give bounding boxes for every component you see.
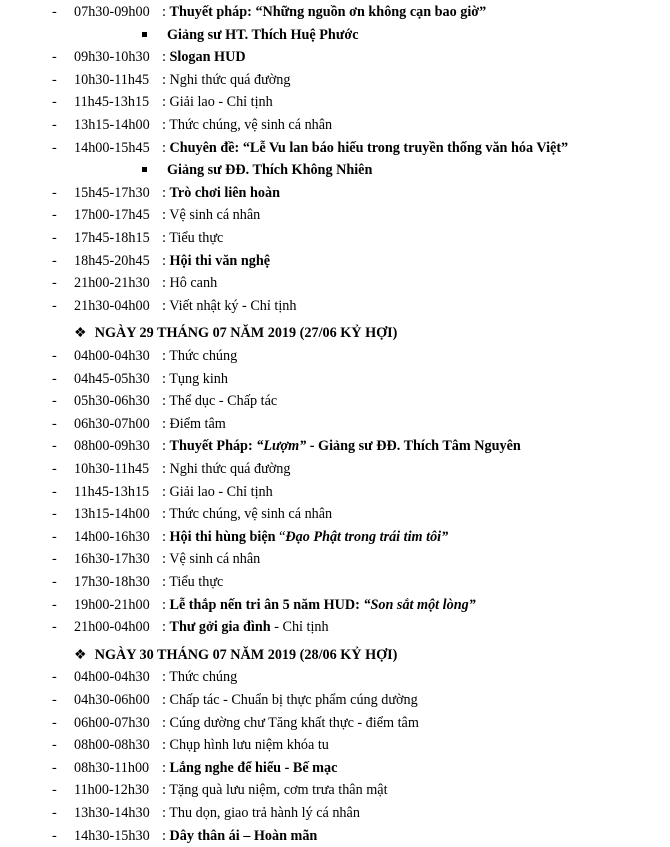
activity-text: [162, 391, 277, 411]
activity-fragment: Thư gởi gia đình: [169, 619, 271, 636]
activity-fragment: Slogan HUD: [169, 49, 246, 66]
activity-fragment: Lễ thắp nến tri ân 5 năm HUD:: [169, 596, 364, 613]
activity-text: [162, 780, 388, 800]
dash-bullet: -: [52, 370, 57, 387]
time-range: 13h30-14h30: [74, 805, 150, 821]
time-range: 05h30-06h30: [74, 393, 150, 410]
dash-bullet: -: [52, 596, 57, 613]
activity-fragment: : Thức chúng, vệ sinh cá nhân: [162, 506, 333, 523]
activity-text: [162, 595, 476, 615]
speaker-entry: [142, 160, 372, 180]
activity-fragment: : Tụng kinh: [162, 370, 228, 387]
activity-fragment: Dây thân ái – Hoàn mãn: [169, 827, 318, 844]
activity-fragment: Lắng nghe để hiểu - Bế mạc: [169, 759, 338, 776]
activity-text: [162, 183, 280, 203]
day-header: [74, 645, 397, 665]
activity-text: [162, 803, 360, 823]
activity-text: [162, 572, 223, 592]
activity-fragment: : Tiểu thực: [162, 574, 224, 590]
activity-text: [162, 617, 329, 637]
dash-bullet: -: [52, 230, 57, 246]
activity-fragment: : Tiểu thực: [162, 230, 224, 246]
dash-bullet: -: [52, 393, 57, 410]
activity-fragment: : Thu dọn, giao trả hành lý cá nhân: [162, 805, 360, 821]
time-range: 14h00-16h30: [74, 528, 150, 545]
activity-text: [162, 414, 226, 434]
time-range: 19h00-21h00: [74, 596, 150, 613]
dash-bullet: -: [52, 528, 57, 545]
dash-bullet: -: [52, 619, 57, 636]
dash-bullet: -: [52, 692, 57, 708]
time-range: 15h45-17h30: [74, 184, 150, 201]
dash-bullet: -: [52, 94, 57, 111]
dash-bullet: -: [52, 827, 57, 844]
dash-bullet: -: [52, 759, 57, 776]
dash-bullet: -: [52, 275, 57, 292]
time-range: 10h30-11h45: [74, 461, 150, 477]
activity-fragment: : Thức chúng: [162, 669, 238, 686]
activity-text: [162, 758, 337, 778]
time-range: 04h45-05h30: [74, 370, 150, 387]
dash-bullet: -: [52, 483, 57, 500]
activity-fragment: Hội thi văn nghệ: [169, 252, 271, 269]
dash-bullet: -: [52, 71, 57, 88]
dash-bullet: -: [52, 461, 57, 477]
dash-bullet: -: [52, 252, 57, 269]
time-range: 04h30-06h00: [74, 692, 150, 708]
activity-fragment: :: [162, 528, 170, 545]
dash-bullet: -: [52, 782, 57, 799]
activity-fragment: :: [162, 827, 170, 844]
time-range: 17h00-17h45: [74, 207, 150, 224]
activity-fragment: :: [162, 4, 170, 20]
activity-text: [162, 690, 418, 710]
activity-fragment: : Thức chúng: [162, 348, 238, 364]
time-range: 04h00-04h30: [74, 669, 150, 686]
activity-fragment: :: [162, 619, 170, 636]
activity-fragment: : Hô canh: [162, 275, 218, 292]
activity-text: [162, 92, 273, 112]
time-range: 08h30-11h00: [74, 759, 150, 776]
time-range: 17h45-18h15: [74, 230, 150, 246]
dash-bullet: -: [52, 506, 57, 523]
time-range: 08h00-09h30: [74, 438, 150, 455]
time-range: 07h30-09h00: [74, 4, 150, 20]
activity-text: [162, 549, 260, 569]
time-range: 14h30-15h30: [74, 827, 150, 844]
time-range: 11h00-12h30: [74, 782, 150, 799]
activity-fragment: :: [162, 49, 170, 66]
dash-bullet: -: [52, 438, 57, 455]
time-range: 17h30-18h30: [74, 574, 150, 590]
activity-fragment: : Giải lao - Chỉ tịnh: [162, 94, 273, 111]
dash-bullet: -: [52, 415, 57, 432]
dash-bullet: -: [52, 49, 57, 66]
activity-text: [162, 436, 521, 456]
square-bullet-icon: [142, 167, 147, 172]
day-header: [74, 323, 397, 343]
activity-fragment: :: [162, 438, 170, 455]
dash-bullet: -: [52, 737, 57, 754]
activity-text: [162, 504, 332, 524]
activity-fragment: : Tặng quà lưu niệm, cơm trưa thân mật: [162, 782, 388, 799]
time-range: 08h00-08h30: [74, 737, 150, 754]
activity-fragment: Đạo Phật trong trái tim tôi”: [285, 528, 449, 545]
time-range: 13h15-14h00: [74, 506, 150, 523]
activity-fragment: : Nghi thức quá đường: [162, 71, 291, 88]
dash-bullet: -: [52, 139, 57, 156]
activity-fragment: Hội thi hùng biện: [169, 528, 280, 545]
activity-text: [162, 115, 332, 135]
time-range: 21h00-04h00: [74, 619, 150, 636]
activity-text: [162, 47, 246, 67]
time-range: 16h30-17h30: [74, 551, 150, 568]
activity-text: [162, 527, 448, 547]
activity-fragment: - Giảng sư ĐĐ. Thích Tâm Nguyên: [306, 438, 521, 455]
activity-text: [162, 70, 290, 90]
time-range: 14h00-15h45: [74, 139, 150, 156]
activity-fragment: :: [162, 596, 170, 613]
time-range: 06h00-07h30: [74, 714, 150, 731]
time-range: 21h30-04h00: [74, 297, 150, 314]
time-range: 09h30-10h30: [74, 49, 150, 66]
activity-text: [162, 713, 419, 733]
activity-fragment: : Thể dục - Chấp tác: [162, 393, 278, 410]
activity-text: [162, 346, 237, 366]
dash-bullet: -: [52, 348, 57, 364]
speaker-text: Giảng sư HT. Thích Huệ Phước: [167, 26, 359, 43]
activity-text: [162, 2, 486, 22]
time-range: 04h00-04h30: [74, 348, 150, 364]
diamond-bullet-icon: ❖: [74, 646, 87, 663]
activity-fragment: :: [162, 139, 170, 156]
activity-text: [162, 826, 317, 846]
activity-fragment: - Chỉ tịnh: [270, 619, 329, 636]
square-bullet-icon: [142, 32, 147, 37]
dash-bullet: -: [52, 207, 57, 224]
activity-fragment: :: [162, 759, 170, 776]
activity-text: [162, 369, 228, 389]
activity-text: [162, 735, 329, 755]
activity-text: [162, 138, 568, 158]
activity-fragment: : Nghi thức quá đường: [162, 461, 291, 477]
speaker-text: Giảng sư ĐĐ. Thích Không Nhiên: [167, 162, 373, 179]
activity-fragment: : Giải lao - Chỉ tịnh: [162, 483, 273, 500]
activity-fragment: : Viết nhật ký - Chỉ tịnh: [162, 297, 297, 314]
activity-text: [162, 228, 223, 248]
day-header-text: NGÀY 30 THÁNG 07 NĂM 2019 (28/06 KỶ HỢI): [94, 646, 398, 663]
activity-fragment: “Son sắt một lòng”: [363, 596, 476, 613]
time-range: 13h15-14h00: [74, 117, 150, 133]
activity-fragment: Thuyết pháp: “Những nguồn ơn không cạn bao giờ”: [169, 4, 487, 20]
dash-bullet: -: [52, 184, 57, 201]
dash-bullet: -: [52, 574, 57, 590]
activity-fragment: : Cúng dường chư Tăng khất thực - điểm tâm: [162, 714, 419, 731]
activity-fragment: Trò chơi liên hoàn: [169, 184, 280, 201]
activity-fragment: : Vệ sinh cá nhân: [162, 551, 261, 568]
activity-text: [162, 482, 273, 502]
diamond-bullet-icon: ❖: [74, 325, 87, 342]
activity-fragment: :: [162, 184, 170, 201]
activity-fragment: : Điểm tâm: [162, 415, 226, 432]
dash-bullet: -: [52, 117, 57, 133]
activity-fragment: : Chụp hình lưu niệm khóa tu: [162, 737, 329, 754]
activity-fragment: : Thức chúng, vệ sinh cá nhân: [162, 117, 333, 133]
activity-text: [162, 251, 270, 271]
activity-fragment: Chuyên đề: “Lễ Vu lan báo hiếu trong truyền thống văn hóa Việt”: [169, 139, 569, 156]
dash-bullet: -: [52, 297, 57, 314]
activity-fragment: :: [162, 252, 170, 269]
time-range: 10h30-11h45: [74, 71, 150, 88]
speaker-entry: [142, 25, 359, 45]
dash-bullet: -: [52, 805, 57, 821]
dash-bullet: -: [52, 551, 57, 568]
activity-fragment: “: [279, 528, 286, 545]
activity-fragment: “Lượm”: [256, 438, 307, 455]
activity-text: [162, 296, 296, 316]
activity-text: [162, 205, 260, 225]
activity-fragment: : Chấp tác - Chuẩn bị thực phẩm cúng dường: [162, 692, 418, 708]
activity-text: [162, 273, 217, 293]
activity-text: [162, 459, 290, 479]
dash-bullet: -: [52, 714, 57, 731]
time-range: 21h00-21h30: [74, 275, 150, 292]
activity-text: [162, 667, 237, 687]
dash-bullet: -: [52, 4, 57, 20]
time-range: 11h45-13h15: [74, 94, 150, 111]
dash-bullet: -: [52, 669, 57, 686]
activity-fragment: Thuyết Pháp:: [169, 438, 257, 455]
day-header-text: NGÀY 29 THÁNG 07 NĂM 2019 (27/06 KỶ HỢI): [94, 325, 398, 342]
time-range: 11h45-13h15: [74, 483, 150, 500]
activity-fragment: : Vệ sinh cá nhân: [162, 207, 261, 224]
time-range: 06h30-07h00: [74, 415, 150, 432]
time-range: 18h45-20h45: [74, 252, 150, 269]
